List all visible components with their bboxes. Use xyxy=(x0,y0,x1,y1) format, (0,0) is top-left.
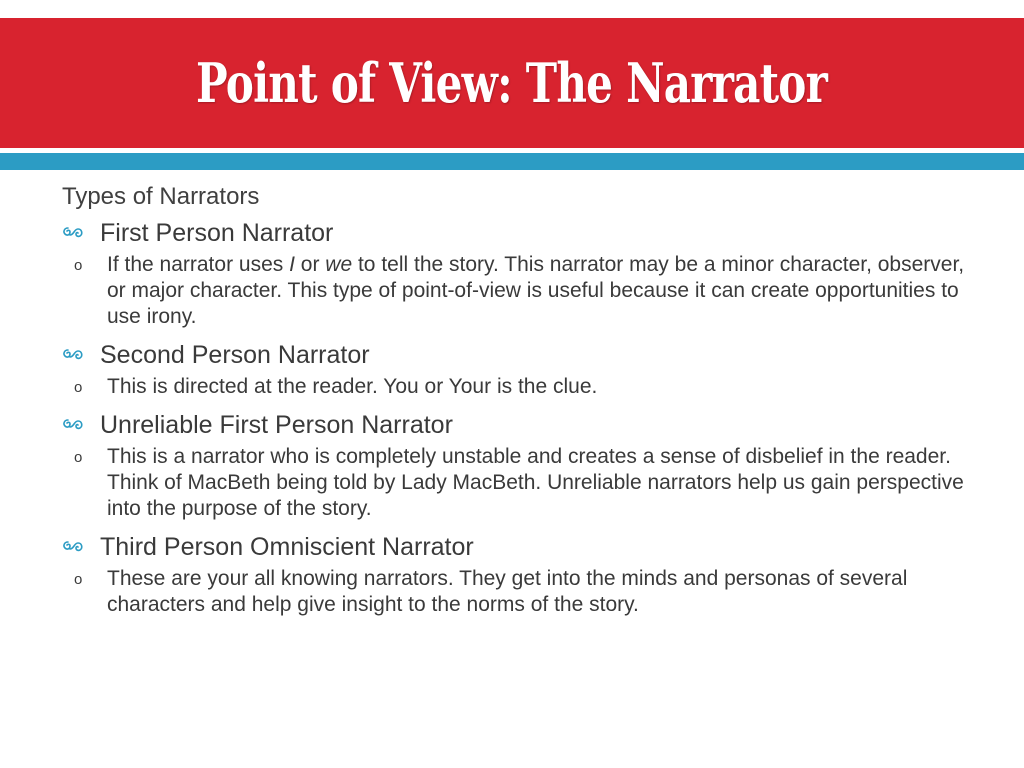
emphasis-text: we xyxy=(325,253,353,276)
sub-item-text: This is a narrator who is completely unstable and creates a sense of disbelief in the reader. Think of MacBeth being told by Lady MacBeth. Unreliable narrators help us gain perspective into the purpose of the story. xyxy=(107,445,964,520)
list-item xyxy=(62,338,982,372)
text-run: If the narrator uses xyxy=(107,253,290,276)
list-item xyxy=(62,408,982,442)
sub-marker: o xyxy=(74,571,83,588)
emphasis-text: You xyxy=(383,375,419,398)
sub-item-text: These are your all knowing narrators. They get into the minds and personas of several characters and help give insight to the norms of the story. xyxy=(107,567,908,616)
sub-item xyxy=(62,566,982,618)
text-run: or xyxy=(418,375,449,398)
text-run: is the clue. xyxy=(491,375,598,398)
sub-item xyxy=(62,252,982,330)
accent-bar xyxy=(0,153,1024,170)
text-run: This is directed at the reader. xyxy=(107,375,384,398)
sub-item xyxy=(62,374,982,400)
scroll-bullet-icon xyxy=(62,417,84,433)
emphasis-text: I xyxy=(289,253,295,276)
sub-marker: o xyxy=(74,379,83,396)
slide-body xyxy=(62,180,982,626)
emphasis-text: Your xyxy=(448,375,492,398)
scroll-bullet-icon xyxy=(62,539,84,555)
sub-marker: o xyxy=(74,449,83,466)
title-bar xyxy=(0,18,1024,148)
intro-heading: Types of Narrators xyxy=(62,183,260,210)
text-run: or xyxy=(294,253,326,276)
sub-item xyxy=(62,444,982,522)
list-item xyxy=(62,216,982,250)
item-label: Unreliable First Person Narrator xyxy=(100,411,453,439)
scroll-bullet-icon xyxy=(62,225,84,241)
sub-item-text xyxy=(107,252,982,330)
list-item xyxy=(62,530,982,564)
item-label: First Person Narrator xyxy=(100,219,334,247)
scroll-bullet-icon xyxy=(62,347,84,363)
text-run: to tell the story. This narrator may be a minor character, observer, or major character. This type of point-of-view is useful because it can create opportunities to use irony. xyxy=(107,253,965,328)
item-label: Second Person Narrator xyxy=(100,341,370,369)
sub-marker: o xyxy=(74,257,83,274)
slide-title: Point of View: The Narrator xyxy=(196,51,828,115)
item-label: Third Person Omniscient Narrator xyxy=(100,533,474,561)
sub-item-text xyxy=(107,374,982,400)
